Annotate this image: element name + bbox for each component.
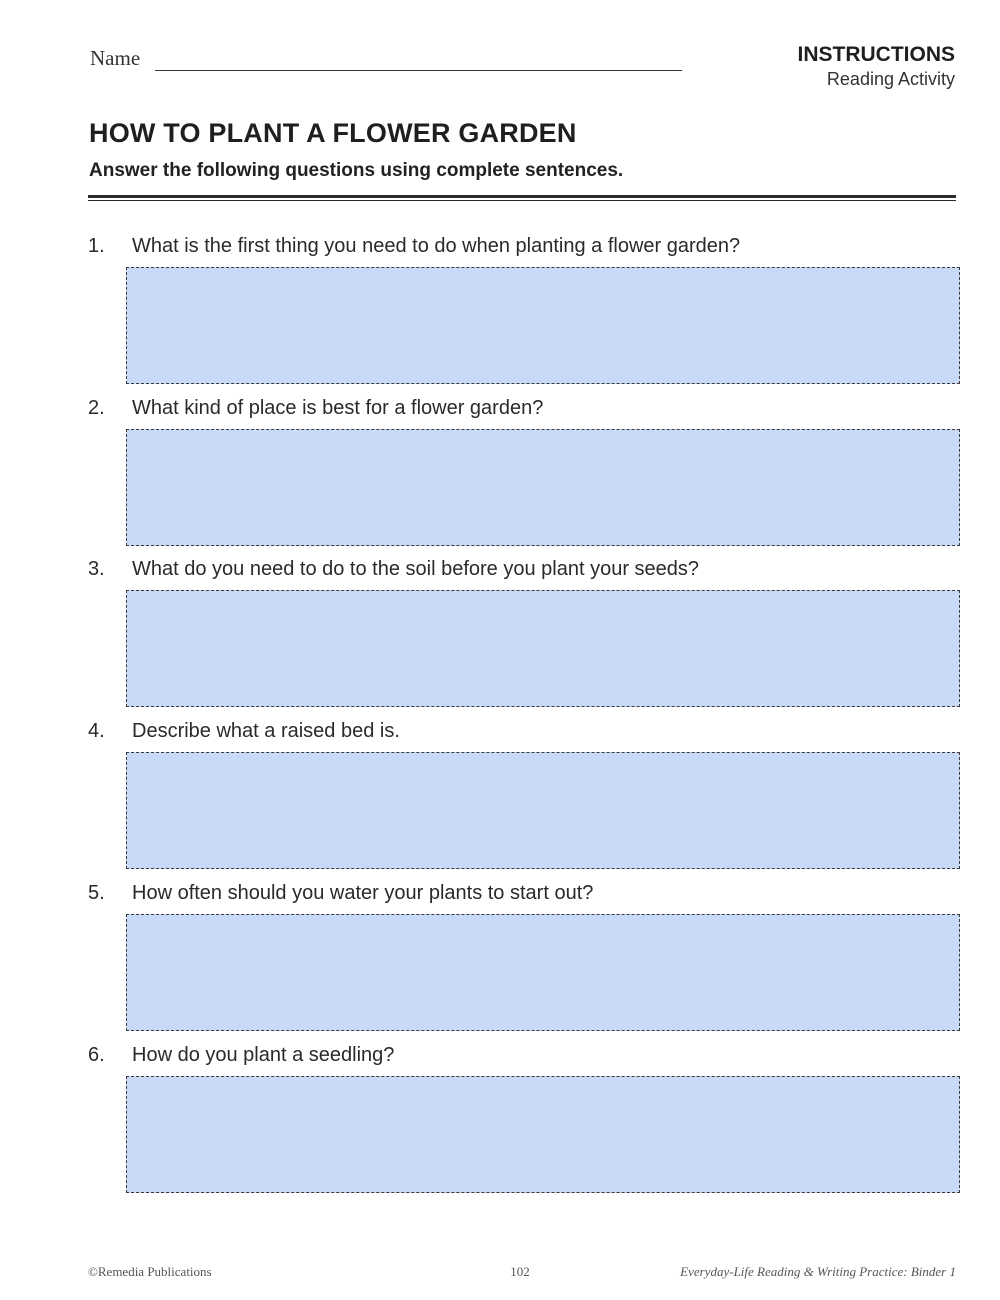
question-text: What do you need to do to the soil before you plant your seeds? [132, 558, 700, 580]
question-number: 1. [88, 235, 105, 257]
answer-field-1[interactable] [126, 267, 960, 384]
page-title: HOW TO PLANT A FLOWER GARDEN [89, 118, 577, 148]
question-number: 6. [88, 1044, 105, 1066]
divider-thin [88, 200, 956, 201]
divider-thick [88, 195, 956, 198]
answer-field-6[interactable] [126, 1076, 960, 1193]
answer-field-5[interactable] [126, 914, 960, 1031]
question-number: 3. [88, 558, 105, 580]
question-text: How do you plant a seedling? [132, 1044, 395, 1066]
question-text: What is the first thing you need to do when planting a flower garden? [132, 235, 741, 257]
question-text: What kind of place is best for a flower garden? [132, 397, 544, 419]
directions-text: Answer the following questions using complete sentences. [89, 160, 624, 181]
name-input-line[interactable] [155, 70, 682, 71]
question-text: How often should you water your plants to start out? [132, 882, 594, 904]
answer-field-4[interactable] [126, 752, 960, 869]
footer-book-title: Everyday-Life Reading & Writing Practice: Binder 1 [680, 1264, 956, 1279]
question-number: 2. [88, 397, 105, 419]
name-label: Name [90, 46, 141, 70]
header-badge [798, 42, 956, 90]
footer-publisher: ©Remedia Publications [88, 1264, 212, 1279]
footer-page-number: 102 [510, 1264, 530, 1279]
answer-field-3[interactable] [126, 590, 960, 707]
header-title: INSTRUCTIONS [797, 43, 955, 66]
answer-field-2[interactable] [126, 429, 960, 546]
question-number: 4. [88, 720, 105, 742]
question-number: 5. [88, 882, 105, 904]
header-subtitle: Reading Activity [826, 69, 955, 89]
question-text: Describe what a raised bed is. [132, 720, 400, 742]
